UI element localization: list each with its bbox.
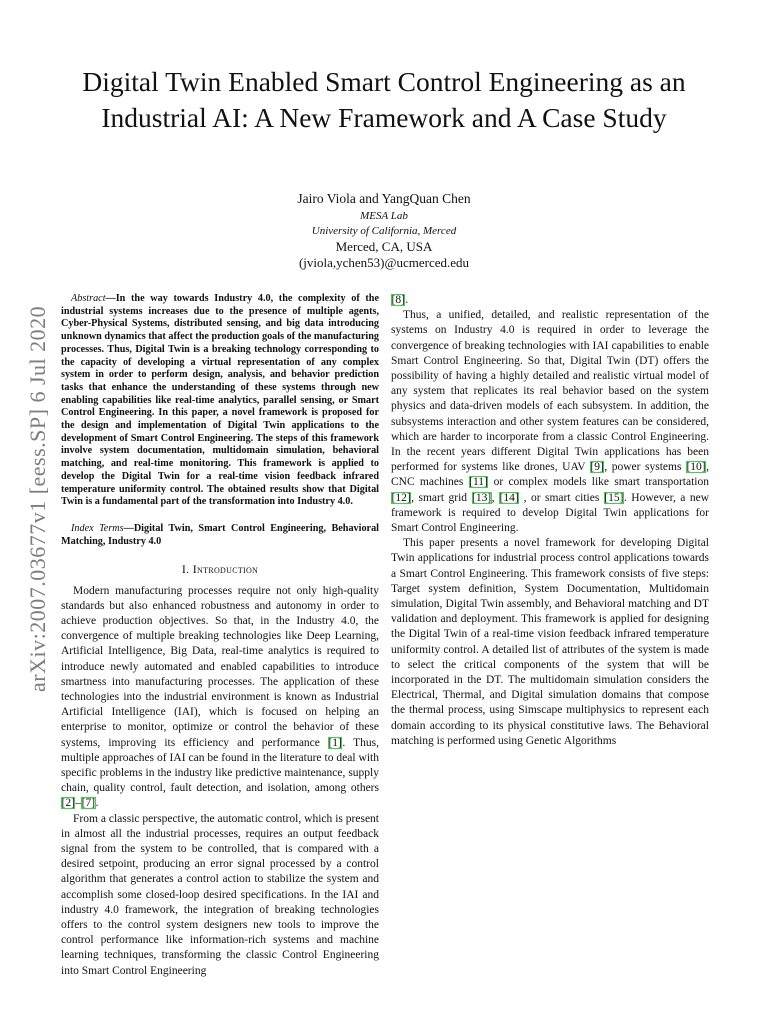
author-block — [184, 191, 584, 271]
paper-title: Digital Twin Enabled Smart Control Engineering as an Industrial AI: A New Framework and A Case Study — [82, 66, 686, 133]
citation-link[interactable]: [11] — [469, 476, 488, 489]
intro-paragraph-1: Modern manufacturing processes require not only high-quality standards but also enhanced robustness and autonomy in order to achieve production objectives. So that, in the Industry 4.0, the convergence of multiple breaking technologies like Deep Learning, Artificial Intelligence, Big Data, real-time analytics is required to introduce newly automated and enabled capabilities to introduce smartness into manufacturing processes. The application of these technologies into the industrial environment is known as Industrial Artificial Intelligence (IAI), which is focused on helping an enterprise to monitor, optimize or control the behavior of these systems, improving its efficiency and performance [1]. Thus, multiple approaches of IAI can be found in the literature to deal with specific problems in the industry like predictive maintenance, supply chain, quality control, fault detection, and isolation, among others [2]–[7]. — [61, 584, 380, 810]
citation-link[interactable]: [13] — [472, 491, 492, 504]
citation-link[interactable]: [2] — [61, 797, 75, 810]
author-location: Merced, CA, USA — [335, 239, 433, 254]
right-column — [391, 293, 709, 749]
index-terms-text: Digital Twin, Smart Control Engineering, Behavioral Matching, Industry 4.0 — [61, 522, 379, 547]
abstract: Abstract—In the way towards Industry 4.0, the complexity of the industrial systems increases due to the presence of multiple agents, Cyber-Physical Systems, distributed sensing, and big data introducing unknown dynamics that affect the production goals of the manufacturing processes. Thus, Digital Twin is a breaking technology corresponding to the capacity of developing a virtual representation of any complex system in order to perform design, analysis, and behavior prediction tasks that enhance the understanding of these systems through new enabling capabilities like real-time analytics, parallel sensing, or Smart Control Engineering. In this paper, a novel framework is proposed for the design and implementation of Digital Twin applications to the development of Smart Control Engineering. The steps of this framework involve system documentation, multidomain simulation, behavioral matching, and real-time monitoring. This framework is applied to develop the Digital Twin for a real-time vision feedback infrared temperature uniformity control. The obtained results show that Digital Twin is a fundamental part of the transformation into Industry 4.0. — [61, 293, 379, 508]
citation-link[interactable]: [9] — [590, 461, 604, 474]
intro-paragraph-3: Thus, a unified, detailed, and realistic representation of the systems on Industry 4.0 is required in order to leverage the convergence of breaking technologies with IAI capabilities to enable Smart Control Engineering. So that, Digital Twin (DT) offers the possibility of having a highly detailed and realistic virtual model of any system that replicates its real behavior based on the system physics and data-driven models of each subsystem. In addition, the subsystems interaction and other system features can be considered, which are harder to incorporate from a classic Control Engineering. In the recent years different Digital Twin applications has been performed for systems like drones, UAV [9], power systems [10], CNC machines [11] or complex models like smart transportation [12], smart grid [13], [14] , or smart cities [15]. However, a new framework is required to develop Digital Twin applications for Smart Control Engineering. — [391, 309, 710, 535]
citation-link[interactable]: [7] — [81, 797, 96, 810]
author-names: Jairo Viola and YangQuan Chen — [297, 191, 471, 206]
author-email: (jviola,ychen53)@ucmerced.edu — [298, 255, 470, 270]
section-heading-introduction: I. Introduction — [181, 562, 259, 577]
author-lab: MESA Lab — [360, 210, 408, 222]
citation-link[interactable]: [12] — [391, 491, 411, 504]
intro-paragraph-2: From a classic perspective, the automatic control, which is present in almost all the industrial processes, requires an output feedback signal from the system to be controlled, that is compared with a desired setpoint, producing an error signal processed by a control algorithm that generates a control action to stabilize the system and accomplish some closed-loop desired specifications. In the IAI and industry 4.0 framework, the integration of breaking technologies offers to the control system designers new tools to improve the control performance like information-rich systems and machine learning techniques, transforming the classic Control Engineering into Smart Control Engineering — [61, 812, 379, 977]
intro-paragraph-2-cont: [8]. — [391, 294, 409, 306]
citation-link[interactable]: [1] — [328, 736, 342, 749]
left-column — [61, 293, 379, 979]
abstract-text: In the way towards Industry 4.0, the complexity of the industrial systems increases due to the presence of multiple agents, Cyber-Physical Systems, distributed sensing, and big data introducing unknown dynamics that affect the production goals of the manufacturing processes. Thus, Digital Twin is a breaking technology corresponding to the capacity of developing a virtual representation of any complex system in order to perform design, analysis, and behavior prediction tasks that enhance the understanding of these systems through new enabling capabilities like real-time analytics, parallel sensing, or Smart Control Engineering. In this paper, a novel framework is proposed for the design and implementation of Digital Twin applications to the development of Smart Control Engineering. The steps of this framework involve system documentation, multidomain simulation, behavioral matching, and real-time monitoring. This framework is applied to develop the Digital Twin for a real-time vision feedback infrared temperature uniformity control. The obtained results show that Digital Twin is a fundamental part of the transformation into Industry 4.0. — [61, 293, 379, 508]
index-terms: Index Terms—Digital Twin, Smart Control Engineering, Behavioral Matching, Industry 4.0 — [61, 522, 379, 547]
abstract-label: Abstract — [71, 293, 106, 304]
citation-link[interactable]: [8] — [391, 294, 405, 306]
arxiv-identifier-stamp: arXiv:2007.03677v1 [eess.SP] 6 Jul 2020 — [25, 305, 50, 692]
author-university: University of California, Merced — [311, 225, 457, 237]
citation-link[interactable]: [10] — [686, 461, 706, 474]
citation-link[interactable]: [14] — [499, 491, 519, 504]
citation-link[interactable]: [15] — [604, 491, 624, 504]
intro-paragraph-4: This paper presents a novel framework for developing Digital Twin applications for industrial process control applications towards a Smart Control Engineering. This framework consists of five steps: Target system definition, System Documentation, Multidomain simulation, Digital Twin assembly, and Behavioral matching and DT validation and deployment. This framework is applied for designing the Digital Twin of a real-time vision feedback infrared temperature uniformity control. A detailed list of attributes of the system is made to select the critical components of the system that will be incorporated in the DT. The multidomain simulation considers the Electrical, Thermal, and Digital simulation domains that compose the thermal process, using Simscape multiphysics to represent each domain according to its physical constitutive laws. The Behavioral matching is performed using Genetic Algorithms — [391, 537, 709, 747]
index-terms-label: Index Terms — [71, 522, 124, 534]
